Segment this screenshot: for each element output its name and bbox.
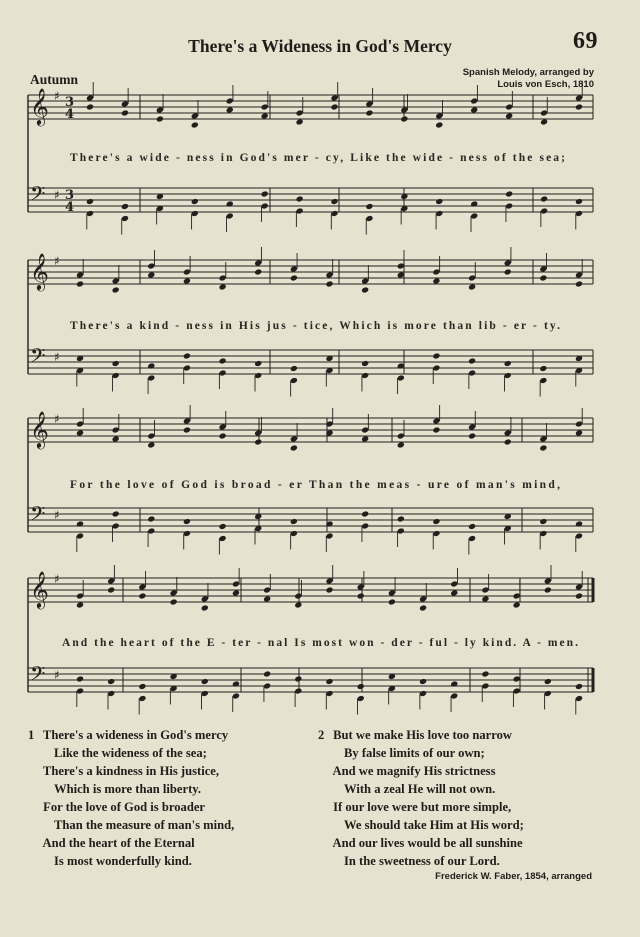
verse-1 (28, 726, 234, 870)
verse-line: Is most wonderfully kind. (54, 854, 192, 868)
alto-note (575, 280, 583, 287)
verse-line: 1 There's a wideness in God's mercy (28, 728, 229, 742)
tenor-note (183, 352, 191, 359)
tenor-note (365, 203, 373, 210)
lyric-line: There's a wide - ness in God's mer - cy, Like the wide - ness of the sea; (70, 152, 565, 164)
key-signature: ♯ (54, 254, 60, 268)
tenor-note (330, 198, 338, 205)
alto-note (505, 112, 513, 119)
tenor-note (468, 523, 476, 530)
tenor-note (481, 670, 489, 677)
alto-note (232, 589, 240, 596)
key-signature: ♯ (54, 188, 60, 202)
alto-note (107, 586, 115, 593)
tenor-note (544, 678, 552, 685)
tenor-note (86, 198, 94, 205)
alto-note (357, 592, 365, 599)
alto-note (544, 586, 552, 593)
alto-note (296, 118, 304, 125)
treble-clef: 𝄞 (30, 570, 49, 608)
verse-line: 2 But we make His love too narrow (318, 728, 513, 742)
alto-note (183, 277, 191, 284)
tenor-note (539, 518, 547, 525)
alto-note (325, 586, 333, 593)
alto-note (432, 277, 440, 284)
tenor-note (540, 195, 548, 202)
alto-note (504, 438, 512, 445)
alto-note (76, 280, 84, 287)
treble-clef: 𝄞 (30, 87, 49, 125)
alto-note (219, 432, 227, 439)
alto-note (513, 601, 521, 608)
alto-note (325, 280, 333, 287)
alto-note (76, 601, 84, 608)
lyric-line: There's a kind - ness in His jus - tice, Which is more than lib - er - ty. (70, 320, 560, 332)
verse-line: Like the wideness of the sea; (54, 746, 207, 760)
bass-clef: 𝄢 (30, 502, 46, 530)
alto-note (504, 268, 512, 275)
tenor-note (254, 360, 262, 367)
tenor-note (263, 670, 271, 677)
tenor-note (261, 190, 269, 197)
tenor-note (575, 198, 583, 205)
alto-note (156, 115, 164, 122)
alto-note (121, 109, 129, 116)
tenor-note (505, 190, 513, 197)
tenor-note (504, 360, 512, 367)
alto-note (400, 115, 408, 122)
tenor-note (294, 675, 302, 682)
alto-note (183, 426, 191, 433)
alto-note (226, 106, 234, 113)
alto-note (540, 118, 548, 125)
tenor-note (191, 198, 199, 205)
alto-note (470, 106, 478, 113)
alto-note (361, 435, 369, 442)
time-signature: 3 (65, 188, 75, 203)
tenor-note (290, 518, 298, 525)
alto-note (147, 441, 155, 448)
composer-line: Spanish Melody, arranged by (462, 67, 594, 78)
alto-note (201, 604, 209, 611)
alto-note (539, 444, 547, 451)
alto-note (76, 429, 84, 436)
alto-note (575, 103, 583, 110)
tenor-note (121, 203, 129, 210)
tenor-note (201, 678, 209, 685)
alto-note (435, 121, 443, 128)
alto-note (481, 595, 489, 602)
alto-note (254, 268, 262, 275)
key-signature: ♯ (54, 668, 60, 682)
alto-note (468, 283, 476, 290)
verse-line: If our love were but more simple, (333, 800, 512, 814)
tenor-note (419, 678, 427, 685)
alto-note (468, 432, 476, 439)
tenor-note (539, 365, 547, 372)
tenor-note (432, 352, 440, 359)
alto-note (254, 438, 262, 445)
tenor-note (361, 510, 369, 517)
alto-note (112, 286, 120, 293)
alto-note (575, 592, 583, 599)
tenor-note (435, 198, 443, 205)
bass-clef: 𝄢 (30, 344, 46, 372)
alto-note (86, 103, 94, 110)
alto-note (294, 601, 302, 608)
treble-clef: 𝄞 (30, 252, 49, 290)
tenor-note (513, 675, 521, 682)
alto-note (290, 274, 298, 281)
tenor-note (226, 200, 234, 207)
tenor-note (432, 518, 440, 525)
lyric-line: For the love of God is broad - er Than the meas - ure of man's mind, (70, 479, 560, 491)
hymn-title: There's a Wideness in God's Mercy (188, 36, 452, 56)
tenor-note (76, 520, 84, 527)
verse-line: Which is more than liberty. (54, 782, 202, 796)
tune-name: Autumn (30, 72, 79, 87)
tenor-note (138, 683, 146, 690)
tenor-note (470, 200, 478, 207)
key-signature: ♯ (54, 89, 60, 103)
verse-line: With a zeal He will not own. (344, 782, 496, 796)
tenor-note (112, 360, 120, 367)
alto-note (330, 103, 338, 110)
verse-number: 1 (28, 728, 35, 742)
alto-note (219, 283, 227, 290)
composer-line: Louis von Esch, 1810 (497, 79, 594, 90)
tenor-note (219, 357, 227, 364)
alto-note (419, 604, 427, 611)
tenor-note (361, 360, 369, 367)
alto-note (263, 595, 271, 602)
time-signature: 4 (65, 200, 75, 215)
alto-note (112, 435, 120, 442)
verse-line: We should take Him at His word; (344, 818, 524, 832)
page-number: 69 (573, 28, 598, 54)
verse-number: 2 (318, 728, 325, 742)
key-signature: ♯ (54, 508, 60, 522)
tenor-note (76, 675, 84, 682)
key-signature: ♯ (54, 412, 60, 426)
verse-line: There's a kindness in His justice, (42, 764, 220, 778)
tenor-note (183, 518, 191, 525)
tenor-note (357, 683, 365, 690)
treble-clef: 𝄞 (30, 410, 49, 448)
verse-line: Than the measure of man's mind, (54, 818, 235, 832)
verse-line: For the love of God is broader (43, 800, 205, 814)
verse-2 (318, 726, 524, 870)
tenor-note (290, 365, 298, 372)
alto-note (388, 598, 396, 605)
alto-note (361, 286, 369, 293)
key-signature: ♯ (54, 572, 60, 586)
tenor-note (232, 680, 240, 687)
alto-note (191, 121, 199, 128)
alto-note (365, 109, 373, 116)
verse-line: In the sweetness of our Lord. (344, 854, 500, 868)
verse-line: And we magnify His strictness (332, 764, 496, 778)
alto-note (138, 592, 146, 599)
key-signature: ♯ (54, 350, 60, 364)
alto-note (539, 274, 547, 281)
author-credit: Frederick W. Faber, 1854, arranged (435, 871, 592, 882)
tenor-note (325, 678, 333, 685)
tenor-note (575, 683, 583, 690)
tenor-note (296, 195, 304, 202)
tenor-note (112, 510, 120, 517)
alto-note (170, 598, 178, 605)
lyric-line: And the heart of the E - ter - nal Is most won - der - ful - ly kind. A - men. (62, 637, 578, 649)
tenor-note (575, 520, 583, 527)
time-signature: 4 (65, 107, 75, 122)
bass-clef: 𝄢 (30, 662, 46, 690)
tenor-note (468, 357, 476, 364)
verse-line: By false limits of our own; (344, 746, 485, 760)
tenor-note (107, 678, 115, 685)
alto-note (261, 112, 269, 119)
alto-note (450, 589, 458, 596)
alto-note (397, 441, 405, 448)
tenor-note (219, 523, 227, 530)
tenor-note (147, 515, 155, 522)
tenor-note (397, 515, 405, 522)
verse-line: And the heart of the Eternal (42, 836, 195, 850)
tenor-note (147, 362, 155, 369)
alto-note (432, 426, 440, 433)
alto-note (290, 444, 298, 451)
bass-clef: 𝄢 (30, 182, 46, 210)
tenor-note (450, 680, 458, 687)
time-signature: 3 (65, 95, 75, 110)
alto-note (147, 271, 155, 278)
verse-line: And our lives would be all sunshine (332, 836, 523, 850)
alto-note (575, 429, 583, 436)
